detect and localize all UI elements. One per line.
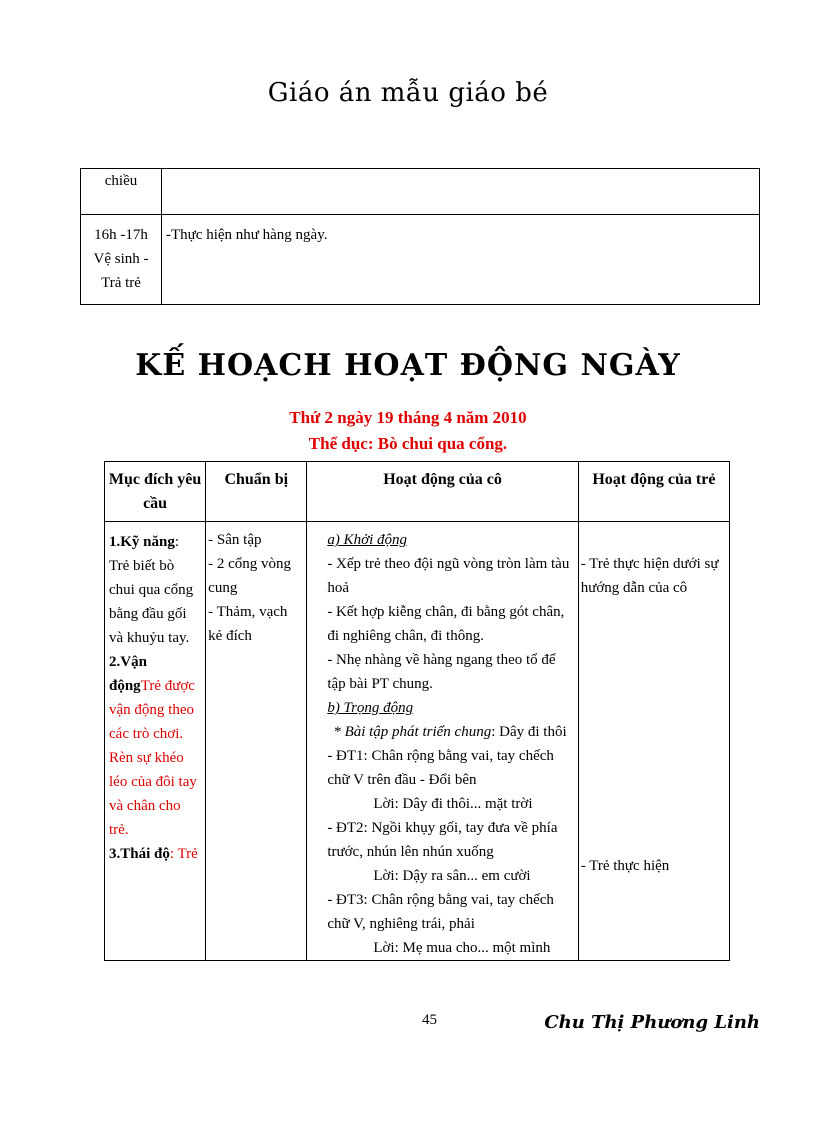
prep-cell xyxy=(206,522,307,961)
schedule-table xyxy=(80,168,760,305)
goals-cell: 1.Kỹ năng: Trẻ biết bò chui qua cổng bằng đầu gối và khuỷu tay. 2.Vận độngTrẻ được vận động theo các trò chơi. Rèn sự khéo léo của đôi tay và chân cho trẻ. 3.Thái độ: Trẻ xyxy=(105,522,206,961)
header-children: Hoạt động của trẻ xyxy=(578,462,729,522)
header-prep: Chuẩn bị xyxy=(206,462,307,522)
children-activity: - Trẻ thực hiện dưới sự hướng dẫn của cô xyxy=(580,556,719,596)
plan-date: Thứ 2 ngày 19 tháng 4 năm 2010 xyxy=(289,408,527,427)
table-row xyxy=(81,169,760,215)
content-cell: -Thực hiện như hàng ngày. xyxy=(162,215,760,305)
exercise-step: - ĐT2: Ngồi khụy gối, tay đưa về phía trước, nhún lên nhún xuống xyxy=(327,820,558,860)
exercise-lyric: Lời: Dây đi thôi... mặt trời xyxy=(373,796,533,812)
teacher-cell xyxy=(307,522,578,961)
page-header-title: Giáo án mẫu giáo bé xyxy=(267,78,549,108)
prep-item: - 2 cổng vòng cung xyxy=(208,556,292,596)
attitude-label: 3.Thái độ xyxy=(109,846,170,862)
plan-title: KẾ HOẠCH HOẠT ĐỘNG NGÀY xyxy=(135,348,681,383)
exercise-step: - ĐT1: Chân rộng bằng vai, tay chếch chữ V trên đầu - Đổi bên xyxy=(327,748,554,788)
warmup-step: - Nhẹ nhàng về hàng ngang theo tổ để tập bài PT chung. xyxy=(327,652,556,692)
table-row xyxy=(105,522,730,961)
time-line: Vệ sinh - xyxy=(93,251,149,267)
warmup-step: - Xếp trẻ theo đội ngũ vòng tròn làm tàu hoả xyxy=(327,556,570,596)
exercise-label: * Bài tập phát triển chung xyxy=(333,724,492,740)
exercise-lyric: Lời: Dậy ra sân... em cười xyxy=(373,868,531,884)
main-title: b) Trọng động xyxy=(327,700,414,716)
plan-table xyxy=(104,461,730,961)
warmup-title: a) Khởi động xyxy=(327,532,407,548)
table-header-row xyxy=(105,462,730,522)
prep-item: - Sân tập xyxy=(208,532,262,548)
exercise-lyric: Lời: Mẹ mua cho... một mình xyxy=(373,940,551,956)
header-teacher: Hoạt động của cô xyxy=(307,462,578,522)
attitude-text: Trẻ xyxy=(177,846,198,862)
time-line: 16h -17h xyxy=(94,227,148,243)
page-number: 45 xyxy=(422,1012,437,1028)
time-line: Trả trẻ xyxy=(101,275,141,291)
table-row xyxy=(81,215,760,305)
header-goals: Mục đích yêu cầu xyxy=(105,462,206,522)
children-cell xyxy=(578,522,729,961)
exercise-step: - ĐT3: Chân rộng bằng vai, tay chếch chữ V, nghiêng trái, phải xyxy=(327,892,554,932)
motor-label: 2.Vận động xyxy=(109,654,147,694)
motor-text: Trẻ được vận động theo các trò chơi. Rèn sự khéo léo của đôi tay và chân cho trẻ. xyxy=(109,678,197,838)
time-cell: chiều xyxy=(81,169,162,215)
skill-label: 1.Kỹ năng xyxy=(109,534,175,550)
author-name: Chu Thị Phương Linh xyxy=(544,1012,760,1033)
exercise-name: : Dây đi thôi xyxy=(491,724,567,740)
warmup-step: - Kết hợp kiễng chân, đi bằng gót chân, đi nghiêng chân, đi thông. xyxy=(327,604,565,644)
prep-item: - Thảm, vạch kẻ đích xyxy=(208,604,288,644)
children-activity: - Trẻ thực hiện xyxy=(580,858,670,874)
content-cell xyxy=(162,169,760,215)
skill-text: Trẻ biết bò chui qua cổng bằng đầu gối và khuỷu tay. xyxy=(109,558,194,646)
plan-activity: Thể dục: Bò chui qua cổng. xyxy=(308,434,508,453)
time-cell xyxy=(81,215,162,305)
